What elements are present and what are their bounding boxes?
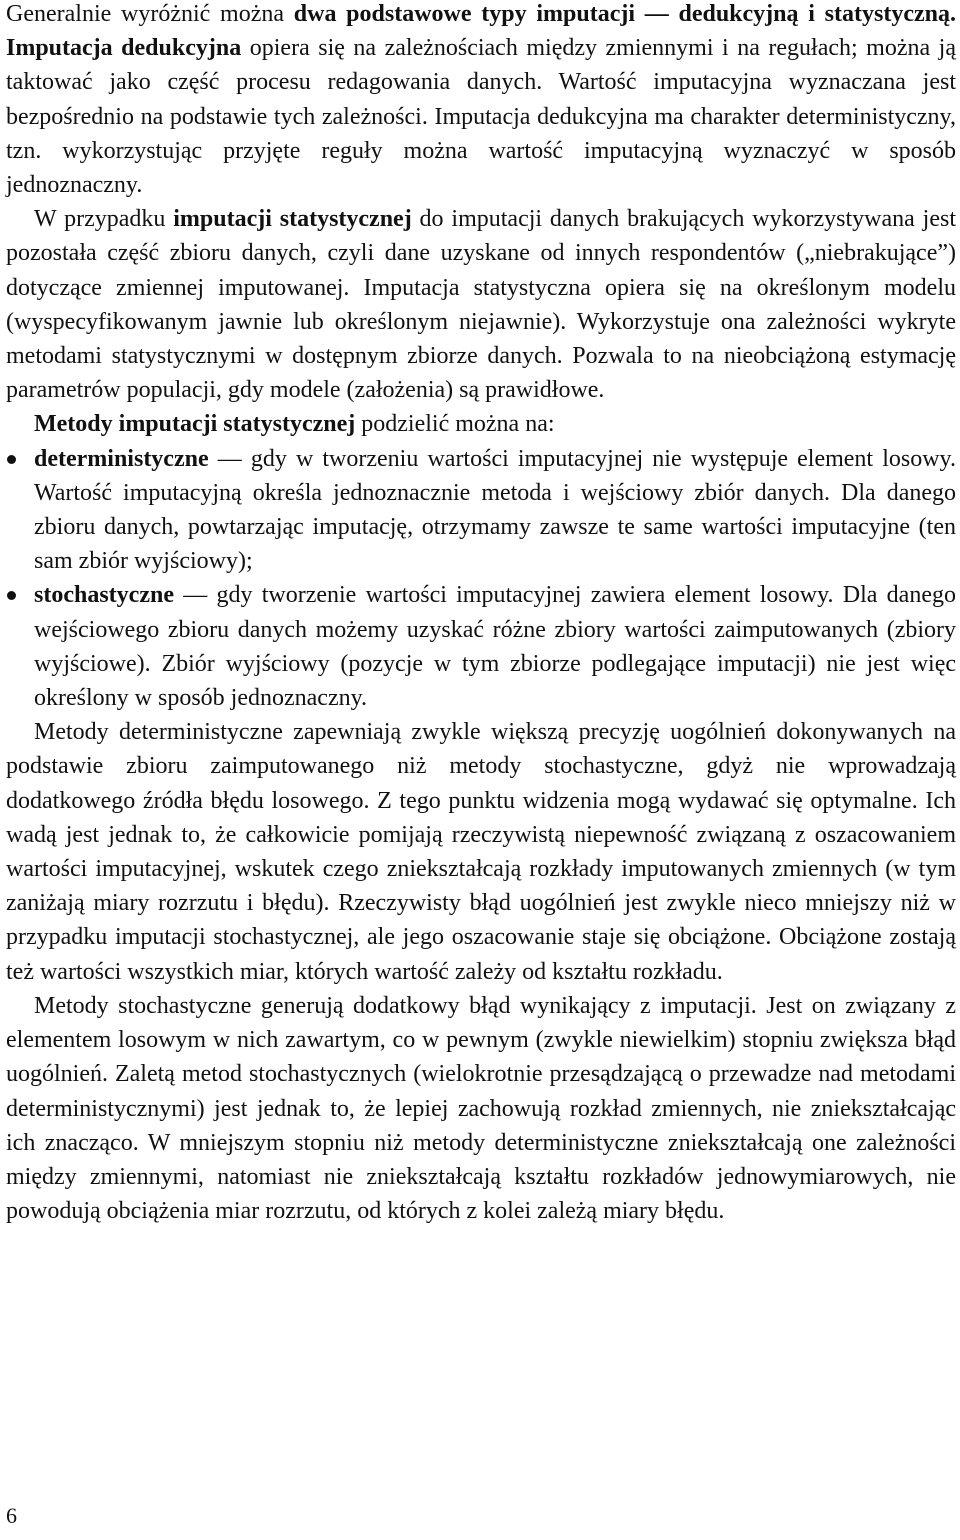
paragraph-stochastic-methods: Metody stochastyczne generują dodatkowy błąd wynikający z imputacji. Jest on związany z elementem losowym w nich zawartym, co w pewnym (zwykle niewielkim) stopniu zwiększa błąd uogólnień. Zaletą metod stochastycznych (wielokrotnie przesądzającą o przewadze nad metodami deterministycznymi) jest jednak to, że lepiej zachowują rozkład zmiennych, nie zniekształcając ich znacząco. W mniejszym stopniu niż metody deterministyczne zniekształcają one zależności między zmiennymi, natomiast nie zniekształcają kształtu rozkładów jednowymiarowych, nie powodują obciążenia miar rozrzutu, od których z kolei zależą miary błędu.: [6, 992, 956, 1225]
bold-text-run: dwa podstawowe typy imputacji — dedukcyjną i statystyczną.: [293, 1, 956, 27]
bold-text-run: Imputacja dedukcyjna: [6, 35, 242, 62]
page-number: 6: [6, 1503, 17, 1528]
paragraph-imputation-types: [6, 0, 956, 202]
text-run: do imputacji danych brakujących wykorzystywana jest pozostała część zbioru danych, czyli dane uzyskane od innych respondentów („niebrakujące”) dotyczące zmiennej imputowanej. Imputacja statystyczna opiera się na określonym modelu (wyspecyfikowanym jawnie lub określonym niejawnie). Wykorzystuje ona zależności wykryte metodami statystycznymi w dostępnym zbiorze danych. Pozwala to na nieobciążoną estymację parametrów populacji, gdy modele (założenia) są prawidłowe.: [6, 206, 956, 404]
bold-text-run: Metody imputacji statystycznej: [34, 411, 356, 438]
text-run: Generalnie wyróżnić można: [6, 1, 294, 27]
text-run: W przypadku: [34, 206, 174, 233]
bullet-text: — gdy tworzenie wartości imputacyjnej zawiera element losowy. Dla danego wejściowego zbioru danych możemy uzyskać różne zbiory wartości zaimputowanych (zbiory wyjściowe). Zbiór wyjściowy (pozycje w tym zbiorze podlegające imputacji) nie jest więc określony w sposób jednoznaczny.: [34, 582, 956, 712]
bullet-item-deterministic: [34, 442, 956, 579]
paragraph-deterministic-methods: Metody deterministyczne zapewniają zwykle większą precyzję uogólnień dokonywanych na podstawie zbioru zaimputowanego niż metody stochastyczne, gdyż nie wprowadzają dodatkowego źródła błędu losowego. Z tego punktu widzenia mogą wydawać się optymalne. Ich wadą jest jednak to, że całkowicie pomijają rzeczywistą niepewność związaną z oszacowaniem wartości imputacyjnej, wskutek czego zniekształcają rozkłady imputowanych zmiennych (w tym zaniżają miary rozrzutu i błędu). Rzeczywisty błąd uogólnień jest zwykle nieco mniejszy niż w przypadku imputacji stochastycznej, ale jego oszacowanie staje się obciążone. Obciążone zostają też wartości wszystkich miar, których wartość zależy od kształtu rozkładu.: [6, 719, 956, 985]
text-run: podzielić można na:: [355, 411, 555, 438]
text-run: opiera się na zależnościach między zmiennymi i na regułach; można ją taktować jako część procesu redagowania danych. Wartość imputacyjna wyznaczana jest bezpośrednio na podstawie tych zależności. Imputacja dedukcyjna ma charakter deterministyczny, tzn. wykorzystując przyjęte reguły można wartość imputacyjną wyznaczyć w sposób jednoznaczny.: [6, 35, 956, 199]
bold-text-run: imputacji statystycznej: [173, 206, 412, 233]
bullet-term: deterministyczne: [34, 445, 209, 472]
methods-bullet-list: [6, 442, 956, 716]
paragraph-statistical-imputation: [6, 202, 956, 407]
bullet-term: stochastyczne: [34, 582, 174, 609]
paragraph-methods-intro: [6, 407, 956, 441]
bullet-text: — gdy w tworzeniu wartości imputacyjnej nie występuje element losowy. Wartość imputacyjną określa jednoznacznie metoda i wejściowy zbiór danych. Dla danego zbioru danych, powtarzając imputację, otrzymamy zawsze te same wartości imputacyjne (ten sam zbiór wyjściowy);: [34, 445, 956, 575]
bullet-item-stochastic: [34, 578, 956, 715]
